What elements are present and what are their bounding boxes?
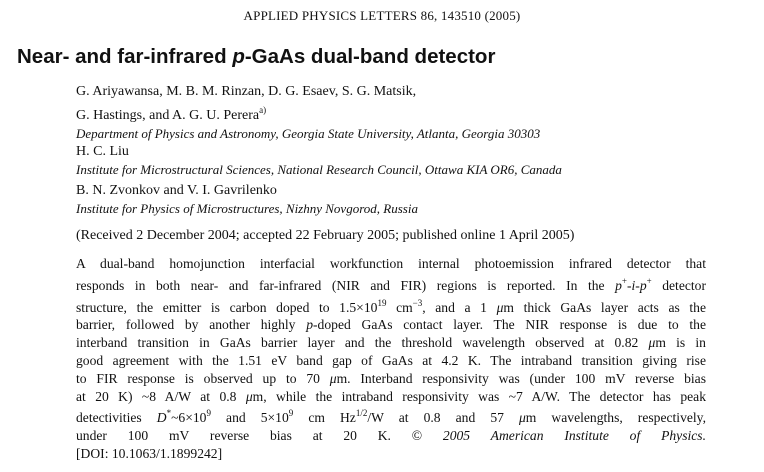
abstract [76,255,706,463]
author-group-2 [76,143,736,179]
affiliation: Department of Physics and Astronomy, Georgia State University, Atlanta, Georgia 30303 [76,126,541,141]
copyright-notice: 2005 American Institute of Physics. [442,428,706,444]
journal-header: APPLIED PHYSICS LETTERS 86, 143510 (2005) [243,8,521,23]
abstract-line: under 100 mV reverse bias at 20 K. © 2005 American Institute of Physics. [76,428,706,444]
affiliation: Institute for Physics of Microstructures, Nizhny Novgorod, Russia [76,201,418,216]
footnote-mark: a) [259,105,267,115]
abstract-line: structure, the emitter is carbon doped to $1.5\times 10^{19}$ $cm^{-3}$, and a 1 μm thick GaAs layer acts as the [76,297,707,315]
author-group-3 [76,182,736,218]
author-group-1 [76,83,736,143]
doi: [DOI: 10.1063/1.1899242] [76,445,223,461]
abstract-line: responds in both near- and far-infrared (NIR and FIR) regions is reported. In the p+-i-p+ detector [76,275,706,293]
received-dates: (Received 2 December 2004; accepted 22 February 2005; published online 1 April 2005) [76,228,575,243]
authors: H. C. Liu [76,144,129,159]
abstract-line: good agreement with the 1.51 eV band gap of GaAs at 4.2 K. The intraband transition giving rise [76,352,706,368]
abstract-line: barrier, followed by another highly p-doped GaAs contact layer. The NIR response is due to the [76,317,706,333]
abstract-line: interband transition in GaAs barrier layer and the threshold wavelength observed at 0.82 μm is in [76,335,706,351]
abstract-line: to FIR response is observed up to 70 μm. Interband responsivity was (under 100 mV reverse bias [76,370,706,386]
abstract-line: at 20 K) ~8 A/W at 0.8 μm, while the intraband responsivity was ~7 A/W. The detector has peak [76,388,707,404]
abstract-line: detectivities $D^*\sim 6\times 10^9$ and $5\times 10^9$ cm $Hz^{1/2}/W$ at 0.8 and 57 μm wavelengths, respectively, [76,408,706,426]
authors: G. Ariyawansa, M. B. M. Rinzan, D. G. Esaev, S. G. Matsik, G. Hastings, and A. G. U. Perera$^{a)}$ [76,84,417,123]
abstract-line: A dual-band homojunction interfacial workfunction internal photoemission infrared detector that [76,256,706,271]
article-title: Near- and far-infrared p-GaAs dual-band detector [17,45,496,68]
affiliation: Institute for Microstructural Sciences, National Research Council, Ottawa KIA OR6, Canada [76,162,562,177]
authors: B. N. Zvonkov and V. I. Gavrilenko [76,183,277,198]
